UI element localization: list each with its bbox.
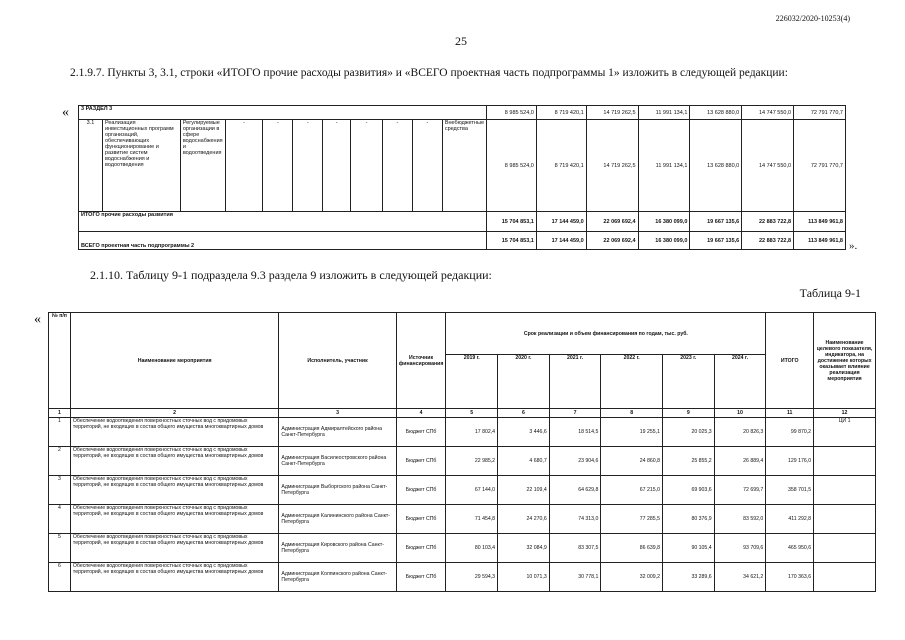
row-executor: Администрация Колпинского района Санкт-Петербурга xyxy=(279,563,396,592)
row-number: 1 xyxy=(49,418,71,447)
colnum: 2 xyxy=(70,409,278,418)
value-cell: 465 950,6 xyxy=(766,534,814,563)
row-executor: Администрация Адмиралтейского района Санкт-Петербурга xyxy=(279,418,396,447)
value-cell: 67 144,0 xyxy=(446,476,498,505)
document-number: 226032/2020-10253(4) xyxy=(775,14,850,23)
cell: 19 667 135,6 xyxy=(690,212,742,232)
table-row xyxy=(49,534,876,563)
value-cell: 64 629,8 xyxy=(549,476,601,505)
page-number: 25 xyxy=(455,34,467,48)
row-number: 3.1 xyxy=(79,120,103,212)
indicator-cell: ЦИ 1 xyxy=(814,418,876,447)
cell: 14 719 262,5 xyxy=(586,106,638,120)
vsego-label: ВСЕГО проектная часть подпрограммы 2 xyxy=(79,232,487,250)
table-row xyxy=(79,212,846,232)
table-caption: Таблица 9-1 xyxy=(799,286,861,300)
quote-open-2: « xyxy=(34,312,41,327)
cell: 17 144 459,0 xyxy=(536,212,586,232)
cell: 8 719 420,1 xyxy=(536,120,586,212)
header-year: 2023 г. xyxy=(662,355,714,409)
row-source: Бюджет СПб xyxy=(396,418,446,447)
row-source: Внебюджетные средства xyxy=(442,120,486,212)
colnum: 1 xyxy=(49,409,71,418)
dash-cell: - xyxy=(263,120,293,212)
value-cell: 90 105,4 xyxy=(662,534,714,563)
cell: 11 991 134,1 xyxy=(638,106,690,120)
row-number: 2 xyxy=(49,447,71,476)
paragraph-2-1-10: 2.1.10. Таблицу 9-1 подраздела 9.3 раздела 9 изложить в следующей редакции: xyxy=(90,268,492,282)
row-source: Бюджет СПб xyxy=(396,563,446,592)
header-num: № п/п xyxy=(49,313,71,409)
cell: 15 704 853,1 xyxy=(487,232,537,250)
value-cell: 34 621,2 xyxy=(714,563,766,592)
value-cell: 22 985,2 xyxy=(446,447,498,476)
value-cell: 80 376,9 xyxy=(662,505,714,534)
row-name: Обеспечение водоотведения поверхностных сточных вод с придомовых территорий, не входящих в состав общего имущества многоквартирных домов xyxy=(70,476,278,505)
colnum: 10 xyxy=(714,409,766,418)
value-cell: 24 270,6 xyxy=(498,505,550,534)
cell: 15 704 853,1 xyxy=(487,212,537,232)
quote-open: « xyxy=(62,105,69,120)
table-row xyxy=(49,418,876,447)
cell: 8 985 524,0 xyxy=(487,120,537,212)
row-name: Реализация инвестиционных программ организаций, обеспечивающих функционирование и развитие систем водоснабжения и водоотведения xyxy=(102,120,180,212)
row-source: Бюджет СПб xyxy=(396,447,446,476)
value-cell: 411 292,8 xyxy=(766,505,814,534)
indicator-cell xyxy=(814,505,876,534)
row-source: Бюджет СПб xyxy=(396,505,446,534)
cell: 113 849 961,8 xyxy=(794,232,846,250)
cell: 17 144 459,0 xyxy=(536,232,586,250)
row-executor: Регулируемые организации в сфере водоснабжения и водоотведения xyxy=(180,120,225,212)
row-executor: Администрация Кировского района Санкт-Петербурга xyxy=(279,534,396,563)
value-cell: 33 289,6 xyxy=(662,563,714,592)
paragraph-2-1-9-7: 2.1.9.7. Пункты 3, 3.1, строки «ИТОГО прочие расходы развития» и «ВСЕГО проектная часть подпрограммы 1» изложить в следующей редакции: xyxy=(70,67,788,79)
colnum: 9 xyxy=(662,409,714,418)
value-cell: 26 889,4 xyxy=(714,447,766,476)
row-number: 3 xyxy=(49,476,71,505)
dash-cell: - xyxy=(293,120,323,212)
header-year: 2022 г. xyxy=(601,355,663,409)
row-name: Обеспечение водоотведения поверхностных сточных вод с придомовых территорий, не входящих в состав общего имущества многоквартирных домов xyxy=(70,563,278,592)
cell: 14 747 550,0 xyxy=(742,106,794,120)
value-cell: 25 855,2 xyxy=(662,447,714,476)
header-source: Источник финансирования xyxy=(396,313,446,409)
cell: 22 069 692,4 xyxy=(586,232,638,250)
value-cell: 23 904,6 xyxy=(549,447,601,476)
table-row xyxy=(49,476,876,505)
table-row xyxy=(79,232,846,250)
cell: 72 791 770,7 xyxy=(794,106,846,120)
colnum: 3 xyxy=(279,409,396,418)
header-year: 2020 г. xyxy=(498,355,550,409)
table-row xyxy=(49,447,876,476)
value-cell: 69 903,6 xyxy=(662,476,714,505)
value-cell: 19 255,1 xyxy=(601,418,663,447)
indicator-cell xyxy=(814,447,876,476)
colnum: 11 xyxy=(766,409,814,418)
itogo-label: ИТОГО прочие расходы развития xyxy=(79,212,487,232)
cell: 14 747 550,0 xyxy=(742,120,794,212)
row-name: Обеспечение водоотведения поверхностных сточных вод с придомовых территорий, не входящих в состав общего имущества многоквартирных домов xyxy=(70,505,278,534)
cell: 14 719 262,5 xyxy=(586,120,638,212)
row-number: 5 xyxy=(49,534,71,563)
value-cell: 83 592,0 xyxy=(714,505,766,534)
value-cell: 10 071,3 xyxy=(498,563,550,592)
cell: 16 380 099,0 xyxy=(638,232,690,250)
cell: 8 985 524,0 xyxy=(487,106,537,120)
colnum: 12 xyxy=(814,409,876,418)
colnum: 4 xyxy=(396,409,446,418)
header-period: Срок реализации и объем финансирования по годам, тыс. руб. xyxy=(446,313,766,355)
table-row xyxy=(79,120,846,212)
quote-close: ». xyxy=(849,240,858,252)
value-cell: 129 176,0 xyxy=(766,447,814,476)
value-cell: 20 025,3 xyxy=(662,418,714,447)
table-row xyxy=(79,106,846,120)
colnum: 7 xyxy=(549,409,601,418)
header-executor: Исполнитель, участник xyxy=(279,313,396,409)
value-cell: 20 826,3 xyxy=(714,418,766,447)
row-source: Бюджет СПб xyxy=(396,476,446,505)
colnum: 6 xyxy=(498,409,550,418)
value-cell: 22 109,4 xyxy=(498,476,550,505)
cell: 22 069 692,4 xyxy=(586,212,638,232)
cell: 22 883 722,8 xyxy=(742,212,794,232)
column-number-row xyxy=(49,409,876,418)
row-executor: Администрация Василеостровского района Санкт-Петербурга xyxy=(279,447,396,476)
value-cell: 32 084,9 xyxy=(498,534,550,563)
row-executor: Администрация Калининского района Санкт-Петербурга xyxy=(279,505,396,534)
dash-cell: - xyxy=(323,120,351,212)
header-year: 2019 г. xyxy=(446,355,498,409)
value-cell: 93 709,6 xyxy=(714,534,766,563)
row-name: Обеспечение водоотведения поверхностных сточных вод с придомовых территорий, не входящих в состав общего имущества многоквартирных домов xyxy=(70,534,278,563)
cell: 13 628 880,0 xyxy=(690,106,742,120)
cell: 16 380 099,0 xyxy=(638,212,690,232)
header-year: 2024 г. xyxy=(714,355,766,409)
value-cell: 32 009,2 xyxy=(601,563,663,592)
header-year: 2021 г. xyxy=(549,355,601,409)
value-cell: 3 446,6 xyxy=(498,418,550,447)
value-cell: 24 860,8 xyxy=(601,447,663,476)
table-row xyxy=(49,505,876,534)
table-row xyxy=(49,563,876,592)
value-cell: 99 870,2 xyxy=(766,418,814,447)
value-cell: 18 514,5 xyxy=(549,418,601,447)
table-9-1 xyxy=(48,312,876,592)
colnum: 5 xyxy=(446,409,498,418)
value-cell: 80 103,4 xyxy=(446,534,498,563)
indicator-cell xyxy=(814,563,876,592)
value-cell: 170 363,6 xyxy=(766,563,814,592)
value-cell: 17 802,4 xyxy=(446,418,498,447)
value-cell: 86 639,8 xyxy=(601,534,663,563)
header-indicator: Наименование целевого показателя, индикатора, на достижение которых оказывает влияние реализация мероприятия xyxy=(814,313,876,409)
cell: 72 791 770,7 xyxy=(794,120,846,212)
table-section-3 xyxy=(78,105,846,250)
header-name: Наименование мероприятия xyxy=(70,313,278,409)
cell: 11 991 134,1 xyxy=(638,120,690,212)
row-name: Обеспечение водоотведения поверхностных сточных вод с придомовых территорий, не входящих в состав общего имущества многоквартирных домов xyxy=(70,447,278,476)
value-cell: 358 701,5 xyxy=(766,476,814,505)
value-cell: 29 594,3 xyxy=(446,563,498,592)
header-total: ИТОГО xyxy=(766,313,814,409)
row-number: 6 xyxy=(49,563,71,592)
cell: 22 883 722,8 xyxy=(742,232,794,250)
value-cell: 71 454,8 xyxy=(446,505,498,534)
value-cell: 67 215,0 xyxy=(601,476,663,505)
table-header-row xyxy=(49,313,876,355)
dash-cell: - xyxy=(412,120,442,212)
value-cell: 30 778,1 xyxy=(549,563,601,592)
row-number: 4 xyxy=(49,505,71,534)
cell: 8 719 420,1 xyxy=(536,106,586,120)
indicator-cell xyxy=(814,476,876,505)
row-name: Обеспечение водоотведения поверхностных сточных вод с придомовых территорий, не входящих в состав общего имущества многоквартирных домов xyxy=(70,418,278,447)
row-executor: Администрация Выборгского района Санкт-Петербурга xyxy=(279,476,396,505)
value-cell: 83 307,5 xyxy=(549,534,601,563)
cell: 113 849 961,8 xyxy=(794,212,846,232)
value-cell: 72 699,7 xyxy=(714,476,766,505)
dash-cell: - xyxy=(225,120,263,212)
colnum: 8 xyxy=(601,409,663,418)
row-source: Бюджет СПб xyxy=(396,534,446,563)
value-cell: 74 313,0 xyxy=(549,505,601,534)
cell: 13 628 880,0 xyxy=(690,120,742,212)
indicator-cell xyxy=(814,534,876,563)
dash-cell: - xyxy=(351,120,383,212)
value-cell: 77 285,5 xyxy=(601,505,663,534)
value-cell: 4 680,7 xyxy=(498,447,550,476)
dash-cell: - xyxy=(383,120,413,212)
section-label: 3 РАЗДЕЛ 3 xyxy=(79,106,487,120)
cell: 19 667 135,6 xyxy=(690,232,742,250)
